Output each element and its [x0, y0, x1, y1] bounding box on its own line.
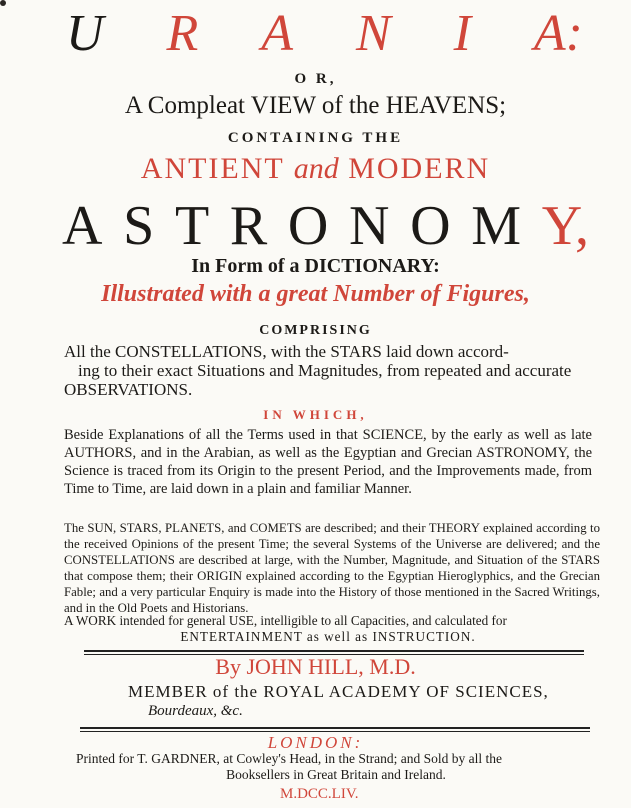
- para1-line: OBSERVATIONS.: [64, 380, 193, 399]
- subtitle: A Compleat VIEW of the HEAVENS;: [124, 92, 507, 119]
- constellations-paragraph: [64, 342, 592, 399]
- bourdeaux-line: Bourdeaux, &c.: [148, 703, 243, 719]
- printed-line: Printed for T. GARDNER, at Cowley's Head, in the Strand; and Sold by all the: [76, 751, 503, 766]
- printed-line: Booksellers in Great Britain and Ireland.: [226, 767, 446, 782]
- astronomy-letter: N: [349, 195, 390, 257]
- imprint-paragraph: [76, 751, 596, 783]
- title-letter: A: [261, 4, 293, 62]
- form-line: In Form of a DICTIONARY:: [191, 255, 440, 277]
- illustrated-line: Illustrated with a great Number of Figures,: [101, 281, 530, 307]
- divider-rule: [80, 727, 590, 729]
- title-letter: R: [166, 4, 199, 62]
- astronomy-letter: Y,: [541, 195, 589, 257]
- imprint-place: LONDON:: [267, 733, 364, 752]
- author-line: By JOHN HILL, M.D.: [215, 654, 416, 679]
- sun-stars-paragraph: The SUN, STARS, PLANETS, and COMETS are described; and their THEORY explained according to the received Opinions of the present Time; the several Systems of the Universe are delivered; and the CONSTELLATIONS are described at large, with the Number, Magnitude, and Situation of the STARS that compose them; their ORIGIN explained according to the Egyptian Hieroglyphics, and the Grecian Fable; and a very particular Enquiry is made into the History of those mentioned in the Sacred Writings, and in the Old Poets and Historians.: [64, 521, 600, 615]
- antient-modern-line: [0, 152, 631, 186]
- title-letter: A:: [533, 4, 583, 62]
- astronomy-heading: [0, 196, 631, 256]
- title-letter: I: [453, 4, 471, 62]
- modern-word: MODERN: [348, 152, 491, 185]
- explanations-paragraph: Beside Explanations of all the Terms used in that SCIENCE, by the early as well as late AUTHORS, and in the Arabian, as well as the Egyptian and Grecian ASTRONOMY, the Science is traced from its Origin to the present Period, and the Improvements made, from Time to Time, are laid down in a plain and familiar Manner.: [64, 427, 592, 497]
- para1-line: All the CONSTELLATIONS, with the STARS laid down accord-: [64, 342, 509, 361]
- astronomy-letter: O: [410, 195, 451, 257]
- para4-line: ENTERTAINMENT as well as INSTRUCTION.: [180, 629, 476, 644]
- astronomy-letter: T: [174, 195, 210, 257]
- or-line: O R,: [294, 71, 337, 87]
- astronomy-letter: R: [229, 195, 268, 257]
- corner-mark: [0, 0, 6, 6]
- title-letter: U: [66, 4, 104, 62]
- astronomy-letter: O: [287, 195, 329, 257]
- astronomy-letter: S: [123, 195, 155, 257]
- divider-rule: [84, 650, 584, 652]
- divider-rule: [80, 731, 590, 732]
- imprint-date: M.DCC.LIV.: [280, 786, 359, 802]
- astronomy-letter: A: [62, 195, 103, 257]
- comprising-line: COMPRISING: [259, 323, 372, 338]
- antient-word: ANTIENT: [140, 152, 285, 185]
- astronomy-letter: M: [471, 195, 522, 257]
- in-which-line: IN WHICH,: [263, 407, 368, 422]
- main-title: [0, 2, 631, 64]
- para1-line: ing to their exact Situations and Magnitudes, from repeated and accurate: [78, 361, 572, 380]
- title-letter: N: [355, 4, 391, 62]
- and-word: and: [293, 152, 339, 185]
- member-line: MEMBER of the ROYAL ACADEMY OF SCIENCES,: [128, 682, 549, 701]
- containing-line: CONTAINING THE: [227, 130, 404, 146]
- work-paragraph: [64, 613, 592, 645]
- para4-line: A WORK intended for general USE, intelligible to all Capacities, and calculated for: [64, 613, 507, 628]
